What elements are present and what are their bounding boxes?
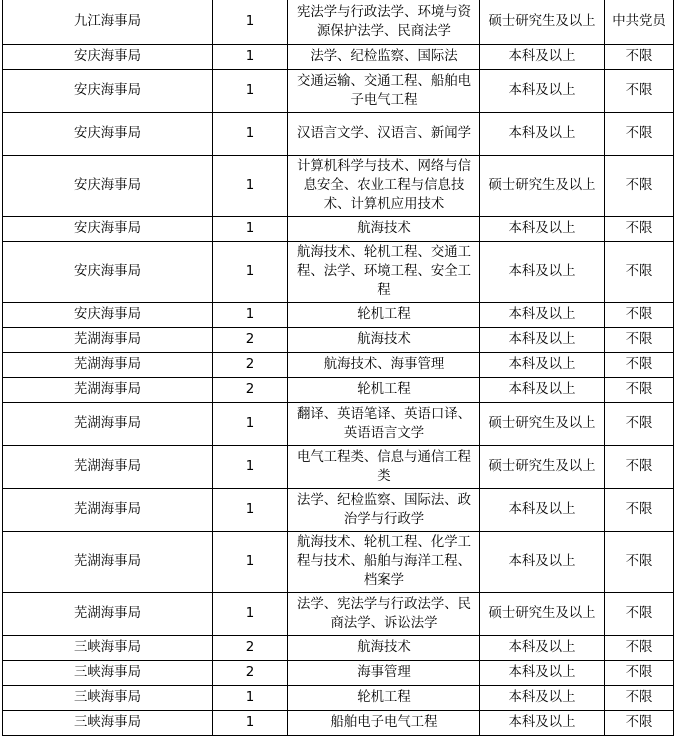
headcount-cell: 1 — [213, 531, 288, 592]
major-cell: 法学、纪检监察、国际法、政治学与行政学 — [288, 488, 480, 531]
education-cell: 本科及以上 — [480, 216, 605, 241]
major-cell: 船舶电子电气工程 — [288, 710, 480, 735]
major-cell: 航海技术 — [288, 216, 480, 241]
education-cell: 本科及以上 — [480, 241, 605, 302]
education-cell: 硕士研究生及以上 — [480, 0, 605, 44]
headcount-cell: 1 — [213, 402, 288, 445]
headcount-cell: 2 — [213, 635, 288, 660]
education-cell: 本科及以上 — [480, 377, 605, 402]
headcount-cell: 1 — [213, 488, 288, 531]
headcount-cell: 2 — [213, 660, 288, 685]
political-status-cell: 不限 — [605, 531, 674, 592]
headcount-cell: 1 — [213, 592, 288, 635]
political-status-cell: 不限 — [605, 69, 674, 112]
table-row — [3, 685, 674, 710]
table-row — [3, 112, 674, 155]
unit-cell: 三峡海事局 — [3, 660, 213, 685]
headcount-cell: 2 — [213, 352, 288, 377]
political-status-cell: 不限 — [605, 155, 674, 216]
education-cell: 本科及以上 — [480, 112, 605, 155]
unit-cell: 芜湖海事局 — [3, 445, 213, 488]
political-status-cell: 不限 — [605, 685, 674, 710]
major-cell: 法学、纪检监察、国际法 — [288, 44, 480, 69]
unit-cell: 芜湖海事局 — [3, 402, 213, 445]
table-row — [3, 531, 674, 592]
political-status-cell: 不限 — [605, 402, 674, 445]
unit-cell: 安庆海事局 — [3, 69, 213, 112]
education-cell: 硕士研究生及以上 — [480, 445, 605, 488]
unit-cell: 芜湖海事局 — [3, 352, 213, 377]
education-cell: 本科及以上 — [480, 327, 605, 352]
headcount-cell: 1 — [213, 685, 288, 710]
political-status-cell: 不限 — [605, 445, 674, 488]
unit-cell: 三峡海事局 — [3, 710, 213, 735]
table-row — [3, 155, 674, 216]
unit-cell: 三峡海事局 — [3, 685, 213, 710]
table-row — [3, 352, 674, 377]
unit-cell: 安庆海事局 — [3, 216, 213, 241]
education-cell: 本科及以上 — [480, 302, 605, 327]
headcount-cell: 1 — [213, 0, 288, 44]
major-cell: 汉语言文学、汉语言、新闻学 — [288, 112, 480, 155]
education-cell: 本科及以上 — [480, 69, 605, 112]
headcount-cell: 1 — [213, 216, 288, 241]
education-cell: 本科及以上 — [480, 635, 605, 660]
table-row — [3, 660, 674, 685]
major-cell: 电气工程类、信息与通信工程类 — [288, 445, 480, 488]
education-cell: 硕士研究生及以上 — [480, 592, 605, 635]
education-cell: 硕士研究生及以上 — [480, 155, 605, 216]
table-row — [3, 0, 674, 44]
positions-table-body — [3, 0, 674, 735]
education-cell: 本科及以上 — [480, 660, 605, 685]
political-status-cell: 不限 — [605, 112, 674, 155]
headcount-cell: 1 — [213, 155, 288, 216]
unit-cell: 芜湖海事局 — [3, 327, 213, 352]
political-status-cell: 不限 — [605, 488, 674, 531]
political-status-cell: 中共党员 — [605, 0, 674, 44]
headcount-cell: 1 — [213, 710, 288, 735]
education-cell: 本科及以上 — [480, 44, 605, 69]
positions-table — [2, 0, 674, 736]
political-status-cell: 不限 — [605, 241, 674, 302]
education-cell: 本科及以上 — [480, 488, 605, 531]
major-cell: 航海技术、轮机工程、交通工程、法学、环境工程、安全工程 — [288, 241, 480, 302]
headcount-cell: 1 — [213, 445, 288, 488]
major-cell: 交通运输、交通工程、船舶电子电气工程 — [288, 69, 480, 112]
unit-cell: 安庆海事局 — [3, 112, 213, 155]
political-status-cell: 不限 — [605, 327, 674, 352]
unit-cell: 安庆海事局 — [3, 155, 213, 216]
table-row — [3, 445, 674, 488]
major-cell: 航海技术 — [288, 327, 480, 352]
headcount-cell: 1 — [213, 44, 288, 69]
major-cell: 航海技术 — [288, 635, 480, 660]
unit-cell: 芜湖海事局 — [3, 531, 213, 592]
unit-cell: 安庆海事局 — [3, 241, 213, 302]
political-status-cell: 不限 — [605, 377, 674, 402]
headcount-cell: 2 — [213, 327, 288, 352]
education-cell: 本科及以上 — [480, 685, 605, 710]
headcount-cell: 2 — [213, 377, 288, 402]
major-cell: 翻译、英语笔译、英语口译、英语语言文学 — [288, 402, 480, 445]
political-status-cell: 不限 — [605, 352, 674, 377]
political-status-cell: 不限 — [605, 635, 674, 660]
major-cell: 航海技术、海事管理 — [288, 352, 480, 377]
major-cell: 航海技术、轮机工程、化学工程与技术、船舶与海洋工程、档案学 — [288, 531, 480, 592]
political-status-cell: 不限 — [605, 44, 674, 69]
unit-cell: 芜湖海事局 — [3, 592, 213, 635]
political-status-cell: 不限 — [605, 216, 674, 241]
education-cell: 本科及以上 — [480, 352, 605, 377]
major-cell: 轮机工程 — [288, 377, 480, 402]
table-row — [3, 710, 674, 735]
education-cell: 硕士研究生及以上 — [480, 402, 605, 445]
political-status-cell: 不限 — [605, 660, 674, 685]
unit-cell: 三峡海事局 — [3, 635, 213, 660]
headcount-cell: 1 — [213, 241, 288, 302]
major-cell: 轮机工程 — [288, 685, 480, 710]
headcount-cell: 1 — [213, 112, 288, 155]
political-status-cell: 不限 — [605, 710, 674, 735]
table-row — [3, 302, 674, 327]
political-status-cell: 不限 — [605, 302, 674, 327]
table-row — [3, 402, 674, 445]
table-row — [3, 44, 674, 69]
unit-cell: 安庆海事局 — [3, 302, 213, 327]
headcount-cell: 1 — [213, 69, 288, 112]
table-row — [3, 241, 674, 302]
unit-cell: 芜湖海事局 — [3, 488, 213, 531]
table-row — [3, 69, 674, 112]
major-cell: 法学、宪法学与行政法学、民商法学、诉讼法学 — [288, 592, 480, 635]
major-cell: 轮机工程 — [288, 302, 480, 327]
table-row — [3, 327, 674, 352]
headcount-cell: 1 — [213, 302, 288, 327]
table-row — [3, 635, 674, 660]
political-status-cell: 不限 — [605, 592, 674, 635]
education-cell: 本科及以上 — [480, 710, 605, 735]
unit-cell: 芜湖海事局 — [3, 377, 213, 402]
major-cell: 海事管理 — [288, 660, 480, 685]
table-row — [3, 377, 674, 402]
unit-cell: 九江海事局 — [3, 0, 213, 44]
table-row — [3, 216, 674, 241]
table-row — [3, 488, 674, 531]
table-row — [3, 592, 674, 635]
major-cell: 宪法学与行政法学、环境与资源保护法学、民商法学 — [288, 0, 480, 44]
education-cell: 本科及以上 — [480, 531, 605, 592]
unit-cell: 安庆海事局 — [3, 44, 213, 69]
major-cell: 计算机科学与技术、网络与信息安全、农业工程与信息技术、计算机应用技术 — [288, 155, 480, 216]
